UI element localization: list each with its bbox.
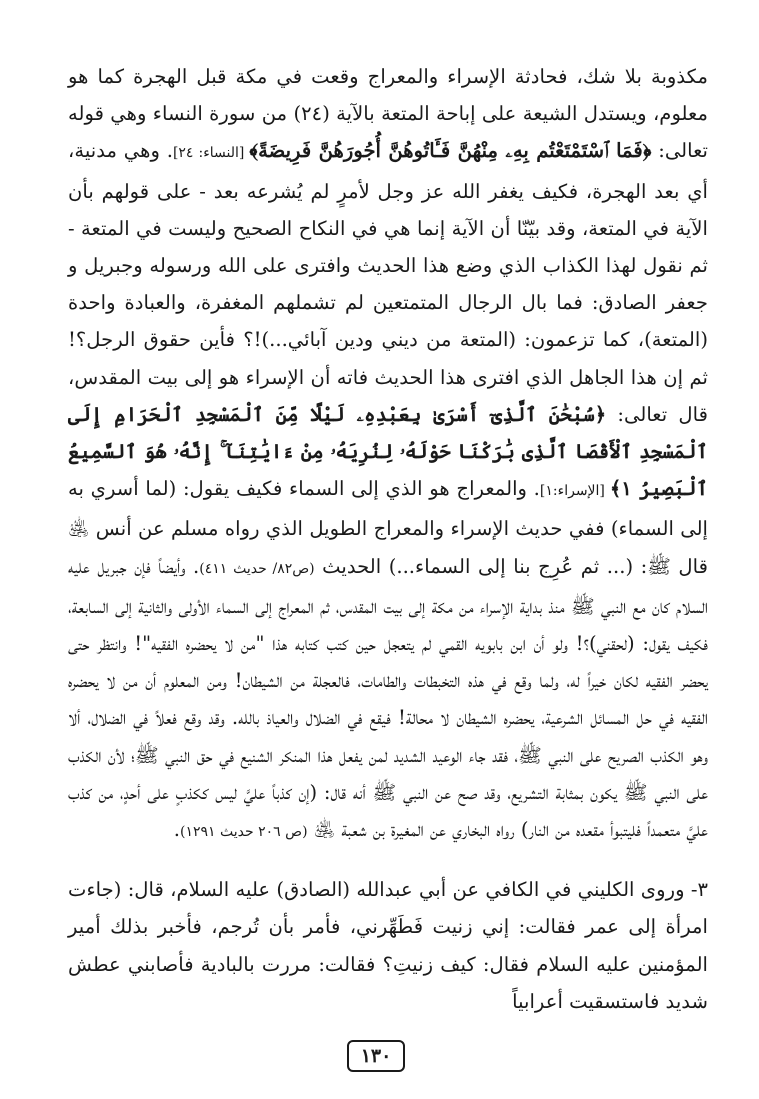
paragraph-1: [68, 58, 708, 851]
page-body: [68, 58, 708, 1058]
paragraph-gap: [68, 851, 708, 871]
paragraph-2-text-1: ٣- وروى الكليني في الكافي عن أبي عبدالله (الصادق) عليه السلام، قال: (جاءت امرأة إلى عمر فقالت: إني زنيت فَطَهِّرني، فأمر بأن تُرجم، فأخبر بذلك أمير المؤمنين عليه السلام فقال: كيف زنيتِ؟ فقالت: مررت بالبادية فأصابني عطش شديد فاستسقيت أعرابياً: [68, 878, 708, 1013]
paragraph-1-text-1: مكذوبة بلا شك، فحادثة الإسراء والمعراج وقعت في مكة قبل الهجرة كما هو معلوم، ويستدل الشيعة على إباحة المتعة بالآية (٢٤) من سورة النساء وهي قوله تعالى:: [68, 65, 708, 163]
quran-verse-isra-1: ﴿سُبْحَٰنَ ٱلَّذِىٓ أَسْرَىٰ بِعَبْدِهِۦ لَيْلًا مِّنَ ٱلْمَسْجِدِ ٱلْحَرَامِ إِلَى ٱلْمَسْجِدِ ٱلْأَقْصَا ٱلَّذِى بَٰرَكْنَا حَوْلَهُۥ لِنُرِيَهُۥ مِنْ ءَايَٰتِنَآ ۚ إِنَّهُۥ هُوَ ٱلسَّمِيعُ ٱلْبَصِيرُ ١﴾: [68, 402, 708, 501]
paragraph-1-text-4: . وأيضاً فإن جبريل عليه السلام كان مع النبي ﷺ منذ بداية الإسراء من مكة إلى بيت المقدس، ثم المعراج إلى السماء الأولى والثانية إلى السابعة، فكيف يقول: (لحقني)؟! ولو أن ابن بابويه القمي لم يتعجل حين كتب كتابه هذا "من لا يحضره الفقيه"! وانتظر حتى يحضر الفقيه لكان خيراً له، ولما وقع في هذه التخبطات والطامات، فالعجلة من الشيطان! ومن المعلوم أن من لا يحضره الفقيه في حل المسائل الشرعية، يحضره الشيطان لا محالة! فيقع في الضلال والعياذ بالله. وقد وقع فعلاً في الضلال، ألا وهو الكذب الصريح على النبي ﷺ، فقد جاء الوعيد الشديد لمن يفعل هذا المنكر الشنيع في حق النبي ﷺ؛ لأن الكذب على النبي ﷺ يكون بمثابة التشريع، وقد صح عن النبي ﷺ أنه قال: (إن كذباً عليَّ ليس ككذبٍ على أحدٍ، من كذب عليَّ متعمداً فليتبوأ مقعده من النار) رواه البخاري عن المغيرة بن شعبة ﵁: [68, 554, 708, 842]
page-number: ١٣٠: [360, 1045, 392, 1067]
paragraph-1-text-2: . وهي مدنية، أي بعد الهجرة، فكيف يغفر الله عز وجل لأمرٍ لم يُشرعه بعد - على قولهم بأن الآية في المتعة، وقد بيّنّا أن الآية إنما هي في النكاح الصحيح وليست في المتعة - ثم نقول لهذا الكذاب الذي وضع هذا الحديث وافترى على الله ورسوله وجبريل و جعفر الصادق: فما بال الرجال المتمتعين لم تشملهم المغفرة، والعبادة واحدة (المتعة)، كما تزعمون: (المتعة من ديني ودين آبائي...)!؟ فأين حقوق الرجل؟! ثم إن هذا الجاهل الذي افترى هذا الحديث فاته أن الإسراء هو إلى بيت المقدس، قال تعالى:: [68, 139, 708, 426]
verse-reference-nisa: [النساء: ٢٤]: [172, 145, 250, 162]
hadith-reference-bukhari: (ص ٢٠٦ حديث ١٢٩١): [180, 824, 308, 841]
quran-verse-nisa-24: ﴿فَمَا ٱسْتَمْتَعْتُم بِهِۦ مِنْهُنَّ فَـَٔاتُوهُنَّ أُجُورَهُنَّ فَرِيضَةً﴾: [249, 139, 652, 163]
verse-reference-isra: [الإسراء:١]: [539, 483, 610, 500]
page-number-box: [347, 1040, 405, 1072]
paragraph-1-text-3: . والمعراج هو الذي إلى السماء فكيف يقول: (لما أسري به إلى السماء) ففي حديث الإسراء والمعراج الطويل الذي رواه مسلم عن أنس ﵁ قال ﷺ: (... ثم عُرِج بنا إلى السماء...) الحديث: [68, 477, 708, 578]
paragraph-1-text-5: .: [173, 818, 181, 842]
hadith-reference-muslim: (ص٨٢/ حديث ٤١١): [199, 560, 315, 577]
paragraph-2: [68, 871, 708, 1020]
